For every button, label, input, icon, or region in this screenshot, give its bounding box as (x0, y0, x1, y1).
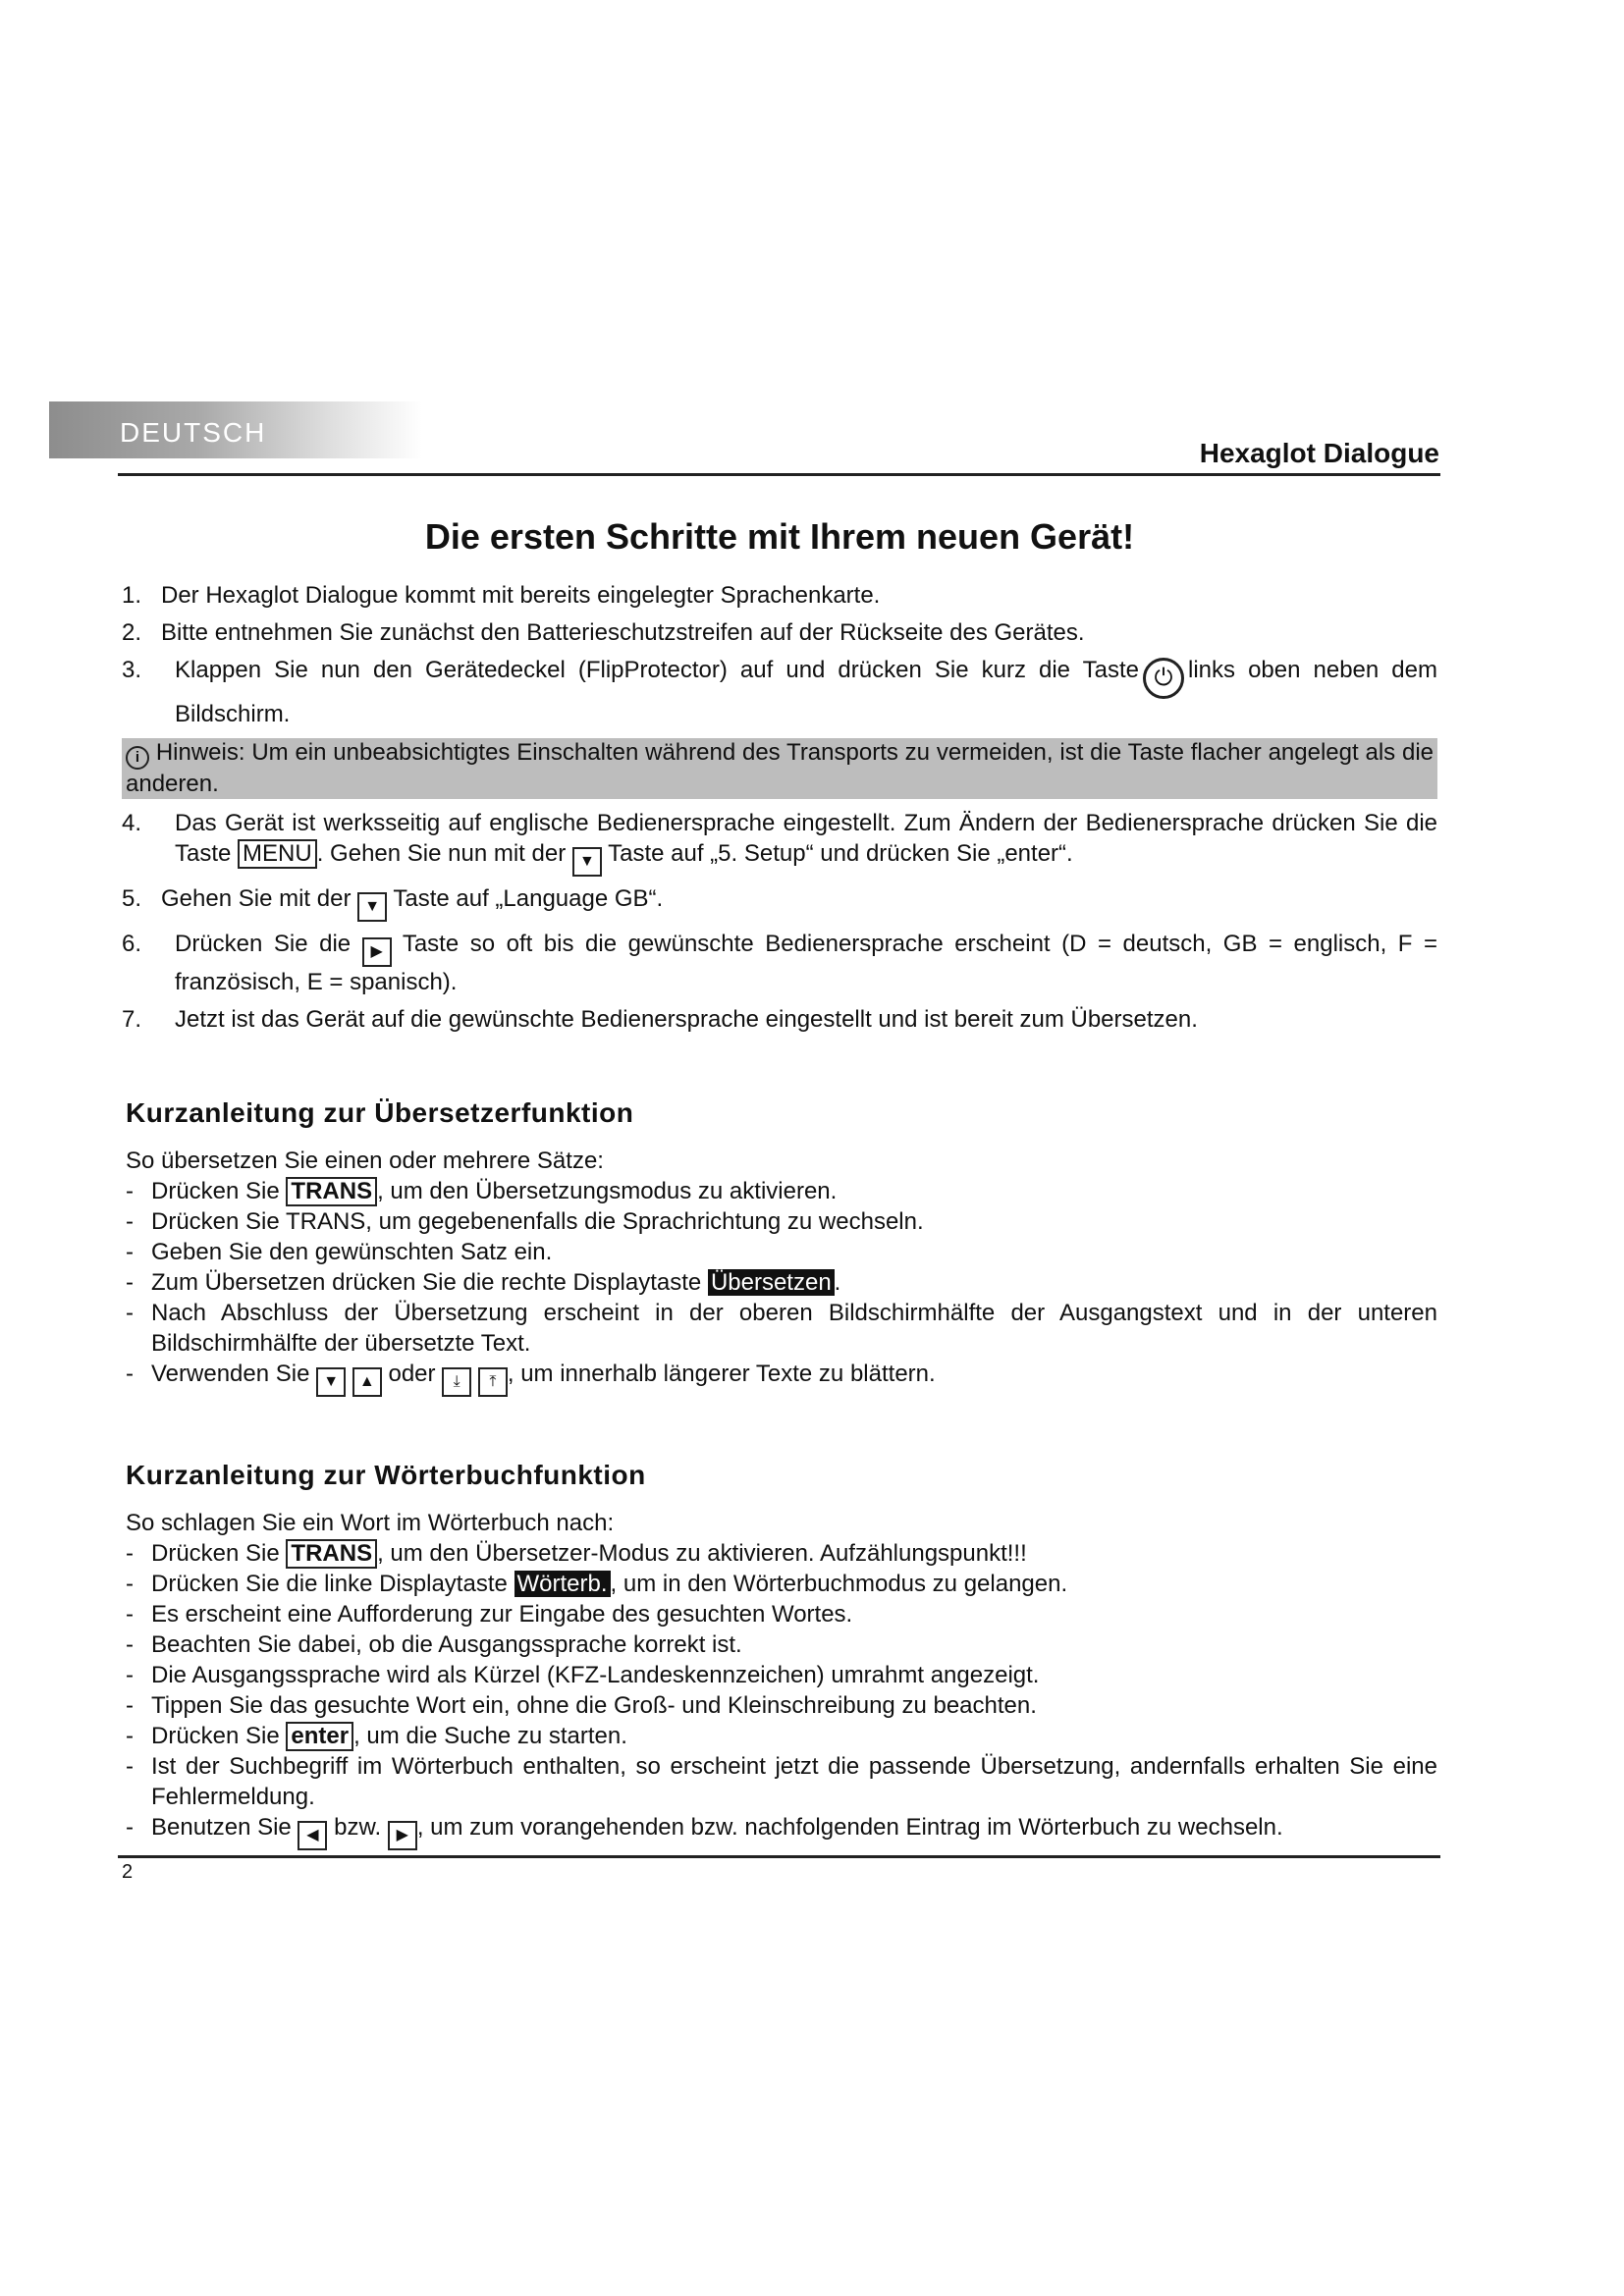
right-arrow-icon: ▶ (388, 1821, 417, 1850)
step-6: 6. Drücken Sie die ▶ Taste so oft bis die gewünschte Bedienersprache erscheint (D = deutsch, GB = englisch, F = französisch, E = spanisch). (122, 931, 1438, 995)
language-tab (49, 401, 422, 458)
translator-heading: Kurzanleitung zur Übersetzerfunktion (126, 1097, 634, 1128)
list-item: - Ist der Suchbegriff im Wörterbuch enthalten, so erscheint jetzt die passende Übersetzung, andernfalls erhalten Sie eine Fehlermeldung. (126, 1753, 1437, 1810)
up-arrow-icon: ▲ (352, 1367, 382, 1397)
footer-rule (118, 1855, 1440, 1858)
step-1: 1. Der Hexaglot Dialogue kommt mit bereits eingelegter Sprachenkarte. (122, 582, 881, 609)
note-box: i Hinweis: Um ein unbeabsichtigtes Einschalten während des Transports zu vermeiden, ist die Taste flacher angelegt als die anderen. (122, 738, 1437, 799)
info-icon: i (126, 746, 149, 770)
menu-key: MENU (238, 839, 317, 869)
down-arrow-icon: ▼ (357, 892, 387, 922)
list-item: - Zum Übersetzen drücken Sie die rechte Displaytaste Übersetzen . (126, 1269, 841, 1296)
trans-key: TRANS (286, 1539, 377, 1569)
step-2: 2. Bitte entnehmen Sie zunächst den Batterieschutzstreifen auf der Rückseite des Gerätes. (122, 619, 1085, 646)
list-item: - Tippen Sie das gesuchte Wort ein, ohne die Groß- und Kleinschreibung zu beachten. (126, 1692, 1037, 1719)
page-content (122, 515, 1437, 1850)
list-item: - Drücken Sie die linke Displaytaste Wörterb. , um in den Wörterbuchmodus zu gelangen. (126, 1571, 1068, 1597)
enter-key: enter (286, 1722, 353, 1751)
list-item: - Es erscheint eine Aufforderung zur Eingabe des gesuchten Wortes. (126, 1601, 853, 1628)
list-item: - Drücken Sie enter , um die Suche zu starten. (126, 1723, 627, 1749)
trans-key: TRANS (286, 1177, 377, 1206)
product-name: Hexaglot Dialogue (1199, 438, 1439, 468)
right-arrow-icon: ▶ (362, 937, 392, 967)
translator-intro: So übersetzen Sie einen oder mehrere Sätze: (126, 1148, 604, 1174)
list-item: - Verwenden Sie ▼ ▲ oder ⤓ ⤒ , um innerhalb längerer Texte zu blättern. (126, 1359, 1437, 1397)
power-icon: ⏻ (1143, 658, 1184, 699)
step-3: 3. Klappen Sie nun den Gerätedeckel (FlipProtector) auf und drücken Sie kurz die Taste ⏻ links oben neben dem Bildschirm. (122, 657, 1437, 727)
down-arrow-icon: ▼ (572, 847, 602, 877)
step-4: 4. Das Gerät ist werksseitig auf englische Bedienersprache eingestellt. Zum Ändern der Bedienersprache drücken Sie die Taste MENU . Gehen Sie nun mit der ▼ Taste auf „5. Setup“ und drücken Sie „enter“. (122, 808, 1437, 877)
list-item: - Die Ausgangssprache wird als Kürzel (KFZ-Landeskennzeichen) umrahmt angezeigt. (126, 1662, 1040, 1688)
step-7: 7. Jetzt ist das Gerät auf die gewünschte Bedienersprache eingestellt und ist bereit zum Übersetzen. (122, 1006, 1198, 1033)
language-tab-label: DEUTSCH (120, 417, 267, 448)
woerterb-softkey: Wörterb. (514, 1571, 611, 1597)
header-rule (118, 473, 1440, 476)
dictionary-intro: So schlagen Sie ein Wort im Wörterbuch nach: (126, 1510, 615, 1536)
uebersetzen-softkey: Übersetzen (708, 1269, 835, 1296)
list-item: - Drücken Sie TRANS , um den Übersetzer-Modus zu aktivieren. Aufzählungspunkt!!! (126, 1540, 1027, 1567)
down-arrow-icon: ▼ (316, 1367, 346, 1397)
page-up-icon: ⤒ (478, 1367, 508, 1397)
page-down-icon: ⤓ (442, 1367, 471, 1397)
list-item: - Drücken Sie TRANS, um gegebenenfalls die Sprachrichtung zu wechseln. (126, 1208, 924, 1235)
list-item: - Geben Sie den gewünschten Satz ein. (126, 1239, 553, 1265)
list-item: - Drücken Sie TRANS , um den Übersetzungsmodus zu aktivieren. (126, 1178, 838, 1204)
list-item: - Benutzen Sie ◀ bzw. ▶ , um zum vorangehenden bzw. nachfolgenden Eintrag im Wörterbuch zu wechseln. (126, 1812, 1437, 1850)
page-number: 2 (122, 1861, 134, 1883)
page-title: Die ersten Schritte mit Ihrem neuen Gerät! (424, 516, 1135, 557)
list-item: - Beachten Sie dabei, ob die Ausgangssprache korrekt ist. (126, 1631, 742, 1658)
list-item: - Nach Abschluss der Übersetzung erscheint in der oberen Bildschirmhälfte der Ausgangstext und in der unteren Bildschirmhälfte der übersetzte Text. (126, 1300, 1437, 1357)
dictionary-heading: Kurzanleitung zur Wörterbuchfunktion (126, 1460, 646, 1490)
left-arrow-icon: ◀ (298, 1821, 327, 1850)
step-5: 5. Gehen Sie mit der ▼ Taste auf „Language GB“. (122, 883, 1437, 922)
